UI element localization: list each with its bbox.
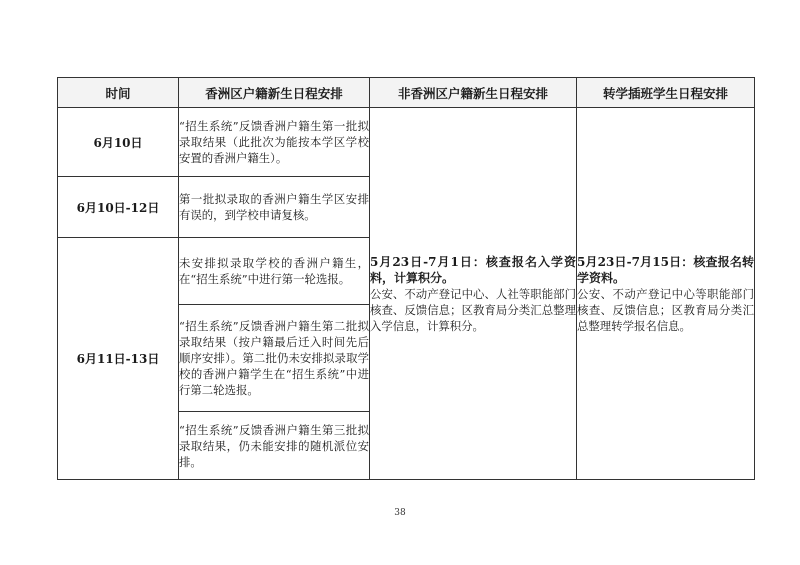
xiangzhou-cell: “招生系统”反馈香洲户籍生第三批拟录取结果，仍未能安排的随机派位安排。	[179, 412, 370, 480]
non-xiangzhou-cell	[370, 108, 577, 480]
xiangzhou-cell: “招生系统”反馈香洲户籍生第一批拟录取结果（此批次为能按本学区学校安置的香洲户籍生）。	[179, 108, 370, 177]
header-transfer: 转学插班学生日程安排	[577, 78, 755, 108]
date-cell: 6月10日-12日	[58, 177, 179, 238]
date-cell: 6月11日-13日	[58, 238, 179, 480]
table-row	[58, 108, 755, 177]
page-number: 38	[394, 508, 406, 518]
header-xiangzhou: 香洲区户籍新生日程安排	[179, 78, 370, 108]
xiangzhou-cell: 第一批拟录取的香洲户籍生学区安排有误的，到学校申请复核。	[179, 177, 370, 238]
header-time: 时间	[58, 78, 179, 108]
transfer-highlight: 5月23日-7月15日：核查报名转学资料。	[577, 254, 754, 285]
xiangzhou-cell: 未安排拟录取学校的香洲户籍生，在“招生系统”中进行第一轮选报。	[179, 238, 370, 305]
non-xiangzhou-highlight: 5月23日-7月1日：核查报名入学资料，计算积分。	[370, 254, 576, 285]
non-xiangzhou-detail: 公安、不动产登记中心、人社等职能部门核查、反馈信息；区教育局分类汇总整理入学信息，计算积分。	[370, 286, 576, 333]
transfer-cell	[577, 108, 755, 480]
xiangzhou-cell: “招生系统”反馈香洲户籍生第二批拟录取结果（按户籍最后迁入时间先后顺序安排）。第二批仍未安排拟录取学校的香洲户籍学生在“招生系统”中进行第二轮选报。	[179, 305, 370, 412]
date-cell: 6月10日	[58, 108, 179, 177]
table-header-row	[58, 78, 755, 108]
schedule-table	[57, 77, 755, 480]
transfer-detail: 公安、不动产登记中心等职能部门核查、反馈信息；区教育局分类汇总整理转学报名信息。	[577, 286, 754, 333]
header-non-xiangzhou: 非香洲区户籍新生日程安排	[370, 78, 577, 108]
